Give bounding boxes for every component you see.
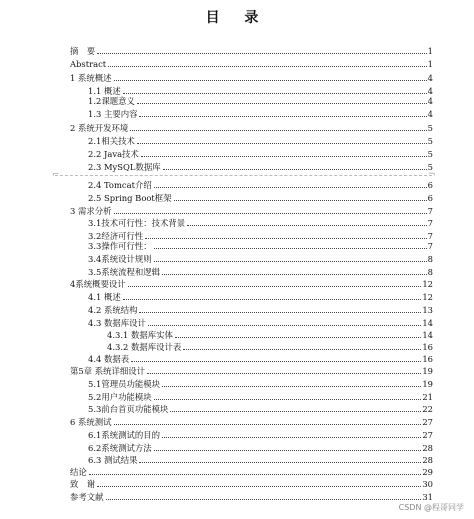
toc-entry[interactable] bbox=[88, 178, 433, 190]
toc-dot-leader bbox=[137, 143, 427, 144]
toc-entry-page: 5 bbox=[427, 136, 433, 146]
toc-entry-page: 14 bbox=[422, 318, 433, 328]
page-break-corner: ¬ bbox=[428, 170, 436, 180]
toc-dot-leader bbox=[123, 299, 422, 300]
toc-entry-page: 16 bbox=[422, 342, 433, 352]
toc-dot-leader bbox=[187, 225, 427, 226]
toc-entry[interactable] bbox=[88, 191, 433, 203]
toc-dot-leader bbox=[128, 286, 422, 287]
toc-entry[interactable] bbox=[88, 134, 433, 146]
toc-entry[interactable] bbox=[88, 216, 433, 228]
toc-entry[interactable] bbox=[88, 160, 433, 172]
toc-dot-leader bbox=[97, 53, 427, 54]
toc-entry-page: 27 bbox=[422, 430, 433, 440]
toc-entry[interactable] bbox=[88, 316, 433, 328]
toc-dot-leader bbox=[114, 213, 427, 214]
toc-entry-page: 4 bbox=[427, 109, 433, 119]
toc-entry[interactable] bbox=[70, 121, 433, 133]
toc-entry-label: 6.3 测试结果 bbox=[88, 455, 138, 465]
toc-entry-page: 5 bbox=[427, 162, 433, 172]
toc-entry[interactable] bbox=[70, 465, 433, 477]
toc-entry[interactable] bbox=[88, 352, 433, 364]
toc-entry[interactable] bbox=[88, 402, 433, 414]
toc-entry-label: 1.3 主要内容 bbox=[88, 109, 138, 119]
toc-entry-page: 7 bbox=[427, 241, 433, 251]
toc-entry-label: Abstract bbox=[70, 59, 107, 69]
toc-entry-label: 4.3.1 数据库实体 bbox=[107, 330, 173, 340]
toc-dot-leader bbox=[137, 103, 427, 104]
toc-entry[interactable] bbox=[70, 277, 433, 289]
toc-entry-page: 16 bbox=[422, 354, 433, 364]
toc-entry-label: 3.4系统设计规则 bbox=[88, 254, 152, 264]
toc-entry-label: 3.3操作可行性： bbox=[88, 241, 152, 251]
toc-dot-leader bbox=[141, 156, 427, 157]
toc-dot-leader bbox=[183, 349, 421, 350]
toc-dot-leader bbox=[174, 200, 427, 201]
toc-entry-page: 8 bbox=[427, 267, 433, 277]
watermark: CSDN @程哥同学 bbox=[398, 503, 464, 512]
toc-entry-label: 1 系统概述 bbox=[70, 73, 112, 83]
toc-entry[interactable] bbox=[70, 44, 433, 56]
toc-entry-label: 4.1 概述 bbox=[88, 292, 121, 302]
toc-dot-leader bbox=[170, 411, 421, 412]
toc-dot-leader bbox=[131, 361, 421, 362]
toc-entry-label: 2.3 MySQL数据库 bbox=[88, 162, 161, 172]
toc-entry-page: 7 bbox=[427, 206, 433, 216]
toc-entry-label: 1.1 概述 bbox=[88, 86, 121, 96]
toc-entry[interactable] bbox=[88, 290, 433, 302]
toc-dot-leader bbox=[148, 325, 421, 326]
toc-dot-leader bbox=[162, 274, 427, 275]
toc-entry[interactable] bbox=[107, 340, 433, 352]
toc-entry-label: 4.3 数据库设计 bbox=[88, 318, 146, 328]
toc-entry-page: 13 bbox=[422, 305, 433, 315]
toc-entry-page: 5 bbox=[427, 149, 433, 159]
toc-entry-page: 1 bbox=[427, 46, 433, 56]
toc-entry-page: 31 bbox=[422, 492, 433, 502]
toc-entry-page: 8 bbox=[427, 254, 433, 264]
toc-entry-label: 3.1技术可行性：技术背景 bbox=[88, 218, 186, 228]
toc-entry[interactable] bbox=[70, 477, 433, 489]
toc-entry-page: 28 bbox=[422, 455, 433, 465]
toc-dot-leader bbox=[97, 486, 421, 487]
toc-entry[interactable] bbox=[70, 364, 433, 376]
toc-dot-leader bbox=[139, 116, 426, 117]
page-break-corner: ⌐ bbox=[52, 170, 60, 180]
toc-entry-page: 6 bbox=[427, 193, 433, 203]
toc-entry-page: 7 bbox=[427, 231, 433, 241]
toc-dot-leader bbox=[106, 499, 422, 500]
toc-entry[interactable] bbox=[88, 303, 433, 315]
toc-dot-leader bbox=[162, 386, 421, 387]
toc-dot-leader bbox=[154, 450, 422, 451]
toc-entry[interactable] bbox=[88, 252, 433, 264]
toc-entry-label: 结论 bbox=[70, 467, 87, 477]
toc-entry-label: 2.5 Spring Boot框架 bbox=[88, 193, 172, 203]
toc-dot-leader bbox=[154, 261, 427, 262]
toc-entry-label: 4.3.2 数据库设计表 bbox=[107, 342, 182, 352]
toc-entry[interactable] bbox=[70, 490, 433, 502]
toc-entry-label: 1.2课题意义 bbox=[88, 96, 135, 106]
toc-entry-page: 21 bbox=[422, 392, 433, 402]
toc-entry[interactable] bbox=[88, 441, 433, 453]
toc-entry-page: 22 bbox=[422, 404, 433, 414]
page-break-line bbox=[55, 175, 432, 176]
toc-entry[interactable] bbox=[88, 453, 433, 465]
toc-entry-label: 2.4 Tomcat介绍 bbox=[88, 180, 152, 190]
toc-entry-label: 摘 要 bbox=[70, 46, 96, 56]
toc-entry-page: 12 bbox=[422, 292, 433, 302]
toc-entry-label: 5.3前台首页功能模块 bbox=[88, 404, 169, 414]
toc-entry-page: 1 bbox=[427, 59, 433, 69]
toc-entry-label: 2.2 Java技术 bbox=[88, 149, 139, 159]
toc-entry-label: 参考文献 bbox=[70, 492, 104, 502]
toc-dot-leader bbox=[154, 399, 422, 400]
toc-entry-page: 7 bbox=[427, 218, 433, 228]
toc-entry-page: 4 bbox=[427, 86, 433, 96]
toc-entry-label: 3.2经济可行性 bbox=[88, 231, 144, 241]
toc-entry[interactable] bbox=[88, 94, 433, 106]
toc-entry-label: 3.5系统流程和逻辑 bbox=[88, 267, 160, 277]
toc-entry[interactable] bbox=[88, 239, 433, 251]
toc-entry[interactable] bbox=[88, 390, 433, 402]
toc-entry-page: 14 bbox=[422, 330, 433, 340]
toc-entry-label: 4.4 数据表 bbox=[88, 354, 130, 364]
toc-entry-label: 2 系统开发环境 bbox=[70, 123, 129, 133]
toc-entry-page: 5 bbox=[427, 123, 433, 133]
toc-entry[interactable] bbox=[70, 415, 433, 427]
toc-entry-label: 4系统概要设计 bbox=[70, 279, 126, 289]
toc-entry-label: 5.1管理员功能模块 bbox=[88, 379, 160, 389]
toc-entry-page: 30 bbox=[422, 479, 433, 489]
toc-entry-page: 4 bbox=[427, 73, 433, 83]
toc-entry[interactable] bbox=[88, 377, 433, 389]
toc-dot-leader bbox=[162, 437, 421, 438]
toc-dot-leader bbox=[163, 169, 427, 170]
toc-entry[interactable] bbox=[88, 265, 433, 277]
toc-entry-label: 6 系统测试 bbox=[70, 417, 112, 427]
toc-dot-leader bbox=[154, 187, 427, 188]
toc-dot-leader bbox=[89, 474, 422, 475]
toc-dot-leader bbox=[139, 462, 421, 463]
page-title: 目 录 bbox=[205, 10, 269, 26]
toc-dot-leader bbox=[154, 248, 427, 249]
toc-entry[interactable] bbox=[70, 204, 433, 216]
toc-dot-leader bbox=[114, 424, 422, 425]
toc-entry[interactable] bbox=[88, 147, 433, 159]
toc-entry[interactable] bbox=[88, 107, 433, 119]
toc-entry-page: 29 bbox=[422, 467, 433, 477]
toc-dot-leader bbox=[114, 80, 427, 81]
toc-entry-label: 3 需求分析 bbox=[70, 206, 112, 216]
toc-dot-leader bbox=[147, 373, 421, 374]
toc-entry-page: 6 bbox=[427, 180, 433, 190]
toc-entry[interactable] bbox=[70, 71, 433, 83]
toc-entry[interactable] bbox=[70, 57, 433, 69]
toc-entry-label: 6.1系统测试的目的 bbox=[88, 430, 160, 440]
toc-entry-page: 12 bbox=[422, 279, 433, 289]
toc-entry-page: 4 bbox=[427, 96, 433, 106]
toc-entry-label: 5.2用户功能模块 bbox=[88, 392, 152, 402]
toc-entry[interactable] bbox=[88, 428, 433, 440]
toc-dot-leader bbox=[130, 130, 426, 131]
toc-dot-leader bbox=[175, 337, 421, 338]
toc-dot-leader bbox=[139, 312, 421, 313]
toc-entry-label: 第5章 系统详细设计 bbox=[70, 366, 145, 376]
toc-entry[interactable] bbox=[107, 328, 433, 340]
toc-entry-label: 6.2系统测试方法 bbox=[88, 443, 152, 453]
toc-entry-label: 2.1相关技术 bbox=[88, 136, 135, 146]
toc-entry-label: 致 谢 bbox=[70, 479, 96, 489]
toc-dot-leader bbox=[108, 66, 427, 67]
toc-entry-label: 4.2 系统结构 bbox=[88, 305, 138, 315]
toc-entry-page: 19 bbox=[422, 379, 433, 389]
toc-entry-page: 19 bbox=[422, 366, 433, 376]
toc-entry-page: 28 bbox=[422, 443, 433, 453]
toc-entry-page: 27 bbox=[422, 417, 433, 427]
